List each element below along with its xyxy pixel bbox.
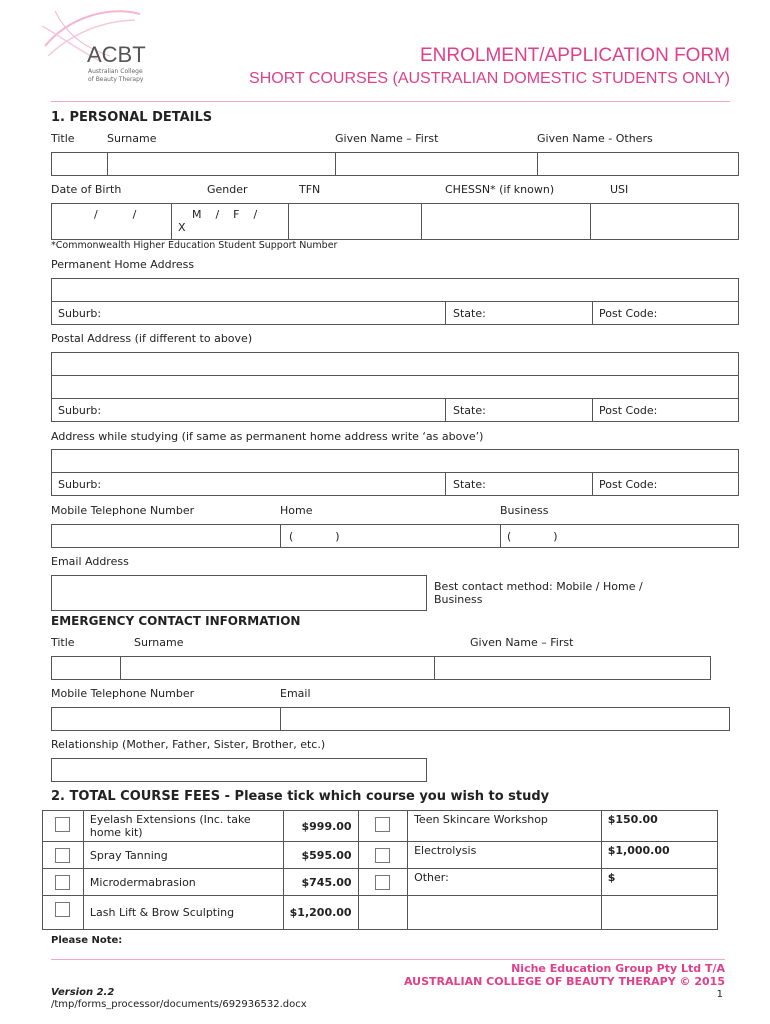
doc-path: /tmp/forms_processor/documents/692936532.docx xyxy=(51,999,307,1010)
postal-address-field-1[interactable] xyxy=(51,352,739,376)
postcode-label: Post Code: xyxy=(599,478,658,491)
em-title-label: Title xyxy=(51,636,75,649)
chessn-note: *Commonwealth Higher Education Student Support Number xyxy=(51,240,338,251)
contact-method-business: Business xyxy=(434,593,483,606)
mobile-field[interactable] xyxy=(51,524,281,548)
suburb-label: Suburb: xyxy=(58,478,102,491)
fee-price-left: $1,200.00 xyxy=(283,896,358,930)
em-given-first-field[interactable] xyxy=(434,656,711,680)
logo-sub1: Australian College xyxy=(88,68,143,75)
postal-address-field-2[interactable] xyxy=(51,375,739,399)
home-phone-paren: ( ) xyxy=(289,530,340,543)
surname-field[interactable] xyxy=(107,152,336,176)
em-given-first-label: Given Name – First xyxy=(470,636,574,649)
header-divider xyxy=(51,101,730,102)
surname-label: Surname xyxy=(107,132,157,145)
fee-course-left: Spray Tanning xyxy=(83,842,283,869)
chessn-label: CHESSN* (if known) xyxy=(445,183,555,196)
fee-checkbox-right[interactable] xyxy=(375,817,390,832)
fees-table xyxy=(42,810,718,930)
fee-checkbox-left[interactable] xyxy=(55,817,70,832)
gender-field[interactable] xyxy=(171,203,289,240)
form-subtitle: SHORT COURSES (AUSTRALIAN DOMESTIC STUDENTS ONLY) xyxy=(249,70,730,87)
fee-checkbox-cell xyxy=(358,842,407,869)
home-phone-field[interactable] xyxy=(280,524,501,548)
given-others-field[interactable] xyxy=(537,152,739,176)
business-phone-paren: ( ) xyxy=(507,530,558,543)
fee-row xyxy=(43,811,718,842)
fee-course-left: Microdermabrasion xyxy=(83,869,283,896)
perm-address-label: Permanent Home Address xyxy=(51,258,195,271)
perm-address-field[interactable] xyxy=(51,278,739,302)
footer-company1: Niche Education Group Pty Ltd T/A xyxy=(511,962,725,975)
emergency-heading: EMERGENCY CONTACT INFORMATION xyxy=(51,614,301,628)
gender-options: M / F / xyxy=(192,208,258,221)
fee-checkbox-cell xyxy=(43,896,84,930)
fee-price-left: $595.00 xyxy=(283,842,358,869)
fee-checkbox-right[interactable] xyxy=(375,848,390,863)
business-phone-field[interactable] xyxy=(500,524,739,548)
perm-postcode-field[interactable] xyxy=(592,301,739,325)
given-others-label: Given Name - Others xyxy=(537,132,653,145)
fee-price-left: $999.00 xyxy=(283,811,358,842)
perm-state-field[interactable] xyxy=(445,301,593,325)
contact-method: Best contact method: Mobile / Home / xyxy=(434,580,643,593)
study-address-field[interactable] xyxy=(51,449,739,473)
version: Version 2.2 xyxy=(51,987,115,998)
state-label: State: xyxy=(453,404,486,417)
em-email-label: Email xyxy=(280,687,311,700)
please-note: Please Note: xyxy=(51,935,123,946)
em-mobile-label: Mobile Telephone Number xyxy=(51,687,195,700)
fee-course-right: Teen Skincare Workshop xyxy=(408,811,602,842)
fee-checkbox-cell xyxy=(43,869,84,896)
fee-course-right: Electrolysis xyxy=(408,842,602,869)
fees-heading: 2. TOTAL COURSE FEES - Please tick which course you wish to study xyxy=(51,789,550,804)
study-postcode-field[interactable] xyxy=(592,472,739,496)
dob-label: Date of Birth xyxy=(51,183,122,196)
title-field[interactable] xyxy=(51,152,108,176)
footer-company2: AUSTRALIAN COLLEGE OF BEAUTY THERAPY © 2015 xyxy=(403,975,725,988)
postal-suburb-field[interactable] xyxy=(51,398,446,422)
page-number: 1 xyxy=(716,989,723,1000)
tfn-label: TFN xyxy=(299,183,321,196)
business-phone-label: Business xyxy=(500,504,549,517)
fee-course-right xyxy=(408,896,602,930)
fee-row xyxy=(43,896,718,930)
em-relationship-label: Relationship (Mother, Father, Sister, Brother, etc.) xyxy=(51,738,326,751)
dob-field[interactable] xyxy=(51,203,172,240)
home-phone-label: Home xyxy=(280,504,313,517)
fee-course-left: Eyelash Extensions (Inc. take home kit) xyxy=(83,811,283,842)
fee-course-right: Other: xyxy=(408,869,602,896)
given-first-label: Given Name – First xyxy=(335,132,439,145)
chessn-field[interactable] xyxy=(421,203,591,240)
fee-price-right xyxy=(601,896,717,930)
email-field[interactable] xyxy=(51,575,427,611)
logo-text: ACBT xyxy=(87,42,146,67)
fee-checkbox-left[interactable] xyxy=(55,848,70,863)
em-surname-label: Surname xyxy=(134,636,184,649)
state-label: State: xyxy=(453,307,486,320)
postal-address-label: Postal Address (if different to above) xyxy=(51,332,253,345)
mobile-label: Mobile Telephone Number xyxy=(51,504,195,517)
fee-checkbox-cell xyxy=(358,811,407,842)
em-title-field[interactable] xyxy=(51,656,121,680)
usi-label: USI xyxy=(610,183,629,196)
perm-suburb-field[interactable] xyxy=(51,301,446,325)
fee-checkbox-right[interactable] xyxy=(375,875,390,890)
suburb-label: Suburb: xyxy=(58,307,102,320)
em-mobile-field[interactable] xyxy=(51,707,281,731)
fee-checkbox-left[interactable] xyxy=(55,875,70,890)
em-relationship-field[interactable] xyxy=(51,758,427,782)
fee-checkbox-cell xyxy=(43,842,84,869)
postcode-label: Post Code: xyxy=(599,307,658,320)
study-suburb-field[interactable] xyxy=(51,472,446,496)
fee-checkbox-cell xyxy=(358,869,407,896)
footer-divider xyxy=(51,959,725,960)
section-personal-heading: 1. PERSONAL DETAILS xyxy=(51,110,213,125)
fee-checkbox-cell xyxy=(358,896,407,930)
postal-state-field[interactable] xyxy=(445,398,593,422)
logo xyxy=(40,6,150,96)
email-label: Email Address xyxy=(51,555,129,568)
fee-price-left: $745.00 xyxy=(283,869,358,896)
logo-sub2: of Beauty Therapy xyxy=(88,76,144,83)
study-state-field[interactable] xyxy=(445,472,593,496)
fee-price-right: $ xyxy=(601,869,717,896)
em-surname-field[interactable] xyxy=(120,656,435,680)
title-label: Title xyxy=(51,132,75,145)
form-title: ENROLMENT/APPLICATION FORM xyxy=(419,45,730,66)
given-first-field[interactable] xyxy=(335,152,538,176)
fee-price-right: $1,000.00 xyxy=(601,842,717,869)
gender-label: Gender xyxy=(207,183,248,196)
tfn-field[interactable] xyxy=(288,203,422,240)
fee-checkbox-cell xyxy=(43,811,84,842)
fee-course-left: Lash Lift & Brow Sculpting xyxy=(83,896,283,930)
state-label: State: xyxy=(453,478,486,491)
em-email-field[interactable] xyxy=(280,707,730,731)
suburb-label: Suburb: xyxy=(58,404,102,417)
postal-postcode-field[interactable] xyxy=(592,398,739,422)
dob-slashes: / / xyxy=(94,208,137,221)
gender-x: X xyxy=(178,221,186,234)
fee-price-right: $150.00 xyxy=(601,811,717,842)
fee-checkbox-left[interactable] xyxy=(55,902,70,917)
postcode-label: Post Code: xyxy=(599,404,658,417)
usi-field[interactable] xyxy=(590,203,739,240)
fee-row xyxy=(43,869,718,896)
fee-row xyxy=(43,842,718,869)
study-address-label: Address while studying (if same as permanent home address write ‘as above’) xyxy=(51,430,484,443)
